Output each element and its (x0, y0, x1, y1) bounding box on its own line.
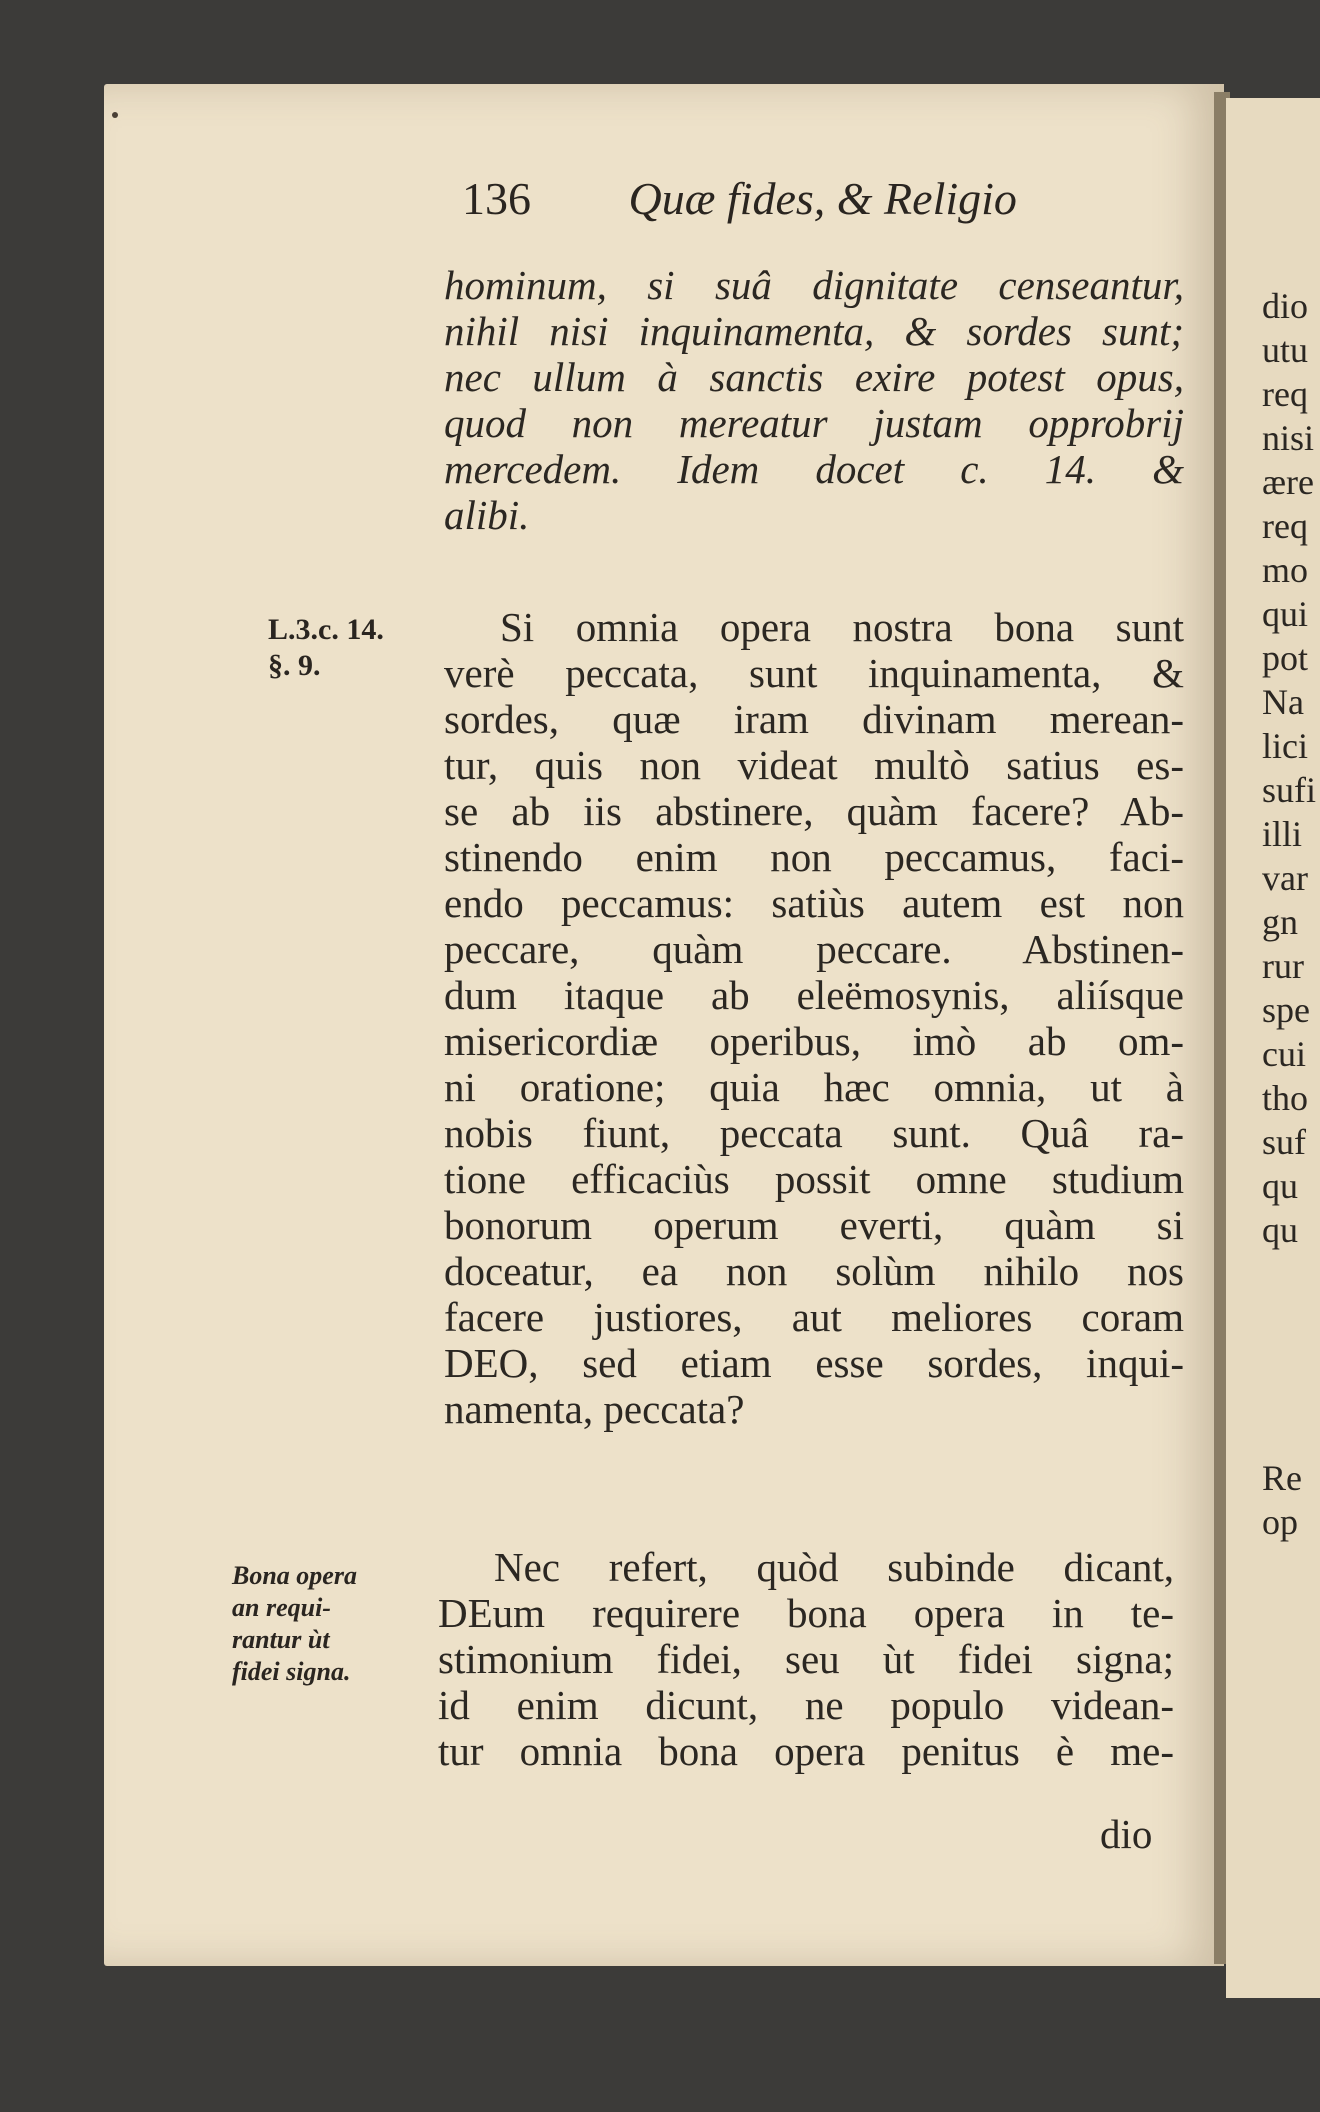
right-fragment: qu (1262, 1166, 1298, 1206)
running-header (462, 172, 1017, 225)
text-line: nec ullum à sanctis exire potest opus, (444, 354, 1184, 400)
text-line: hominum, si suâ dignitate censeantur, (444, 262, 1184, 308)
text-line: ni oratione; quia hæc omnia, ut à (444, 1064, 1184, 1110)
page-number: 136 (462, 173, 531, 224)
running-title: Quæ fides, & Religio (628, 173, 1017, 224)
text-line: mercedem. Idem docet c. 14. & (444, 446, 1184, 492)
text-line: doceatur, ea non solùm nihilo nos (444, 1248, 1184, 1294)
text-line: tur, quis non videat multò satius es- (444, 742, 1184, 788)
margin-note-topic (232, 1560, 357, 1688)
right-fragment: lici (1262, 726, 1308, 766)
text-line: se ab iis abstinere, quàm facere? Ab- (444, 788, 1184, 834)
right-fragment: op (1262, 1502, 1298, 1542)
right-fragment: var (1262, 858, 1308, 898)
text-line: sordes, quæ iram divinam merean- (444, 696, 1184, 742)
text-line: stimonium fidei, seu ùt fidei signa; (438, 1636, 1174, 1682)
margin-note-line: L.3.c. 14. (268, 613, 384, 646)
paragraph-0 (444, 262, 1184, 538)
text-line: endo peccamus: satiùs autem est non (444, 880, 1184, 926)
text-line: namenta, peccata? (444, 1386, 745, 1432)
right-fragment: sufi (1262, 770, 1316, 810)
paragraph-2 (438, 1544, 1174, 1774)
text-line: dum itaque ab eleëmosynis, aliísque (444, 972, 1184, 1018)
text-line: tur omnia bona opera penitus è me- (438, 1728, 1174, 1774)
right-fragment: gn (1262, 902, 1298, 942)
right-fragment: Re (1262, 1458, 1302, 1498)
page-speck (112, 112, 118, 118)
text-line: Nec refert, quòd subinde dicant, (494, 1544, 1174, 1590)
right-fragment: utu (1262, 330, 1309, 370)
text-line: stinendo enim non peccamus, faci- (444, 834, 1184, 880)
text-line: facere justiores, aut meliores coram (444, 1294, 1184, 1340)
text-line: nihil nisi inquinamenta, & sordes sunt; (444, 308, 1184, 354)
right-fragment: ære (1262, 462, 1314, 502)
text-line: alibi. (444, 492, 530, 538)
text-line: peccare, quàm peccare. Abstinen- (444, 926, 1184, 972)
right-fragment: qu (1262, 1210, 1298, 1250)
text-line: Si omnia opera nostra bona sunt (500, 604, 1184, 650)
right-fragment: pot (1262, 638, 1309, 678)
margin-note-line: Bona opera (232, 1561, 357, 1590)
right-fragment: req (1262, 506, 1308, 546)
right-fragment: Na (1262, 682, 1304, 722)
text-line: quod non mereatur justam opprobrij (444, 400, 1184, 446)
text-line: misericordiæ operibus, imò ab om- (444, 1018, 1184, 1064)
right-page-column-lower (1262, 1456, 1302, 1544)
margin-note-line: fidei signa. (232, 1657, 351, 1686)
right-fragment: qui (1262, 594, 1309, 634)
right-fragment: mo (1262, 550, 1309, 590)
text-line: id enim dicunt, ne populo videan- (438, 1682, 1174, 1728)
right-page-column (1262, 284, 1316, 1252)
margin-note-line: rantur ùt (232, 1625, 330, 1654)
right-fragment: suf (1262, 1122, 1306, 1162)
text-line: DEO, sed etiam esse sordes, inqui- (444, 1340, 1184, 1386)
right-fragment: tho (1262, 1078, 1309, 1118)
text-line: bonorum operum everti, quàm si (444, 1202, 1184, 1248)
margin-note-line: an requi- (232, 1593, 331, 1622)
catchword: dio (1100, 1811, 1153, 1857)
text-line: nobis fiunt, peccata sunt. Quâ ra- (444, 1110, 1184, 1156)
right-fragment: req (1262, 374, 1308, 414)
right-fragment: cui (1262, 1034, 1306, 1074)
text-line: DEum requirere bona opera in te- (438, 1590, 1174, 1636)
text-line: verè peccata, sunt inquinamenta, & (444, 650, 1184, 696)
right-fragment: spe (1262, 990, 1310, 1030)
paragraph-1 (444, 604, 1184, 1432)
right-fragment: rur (1262, 946, 1304, 986)
right-fragment: dio (1262, 286, 1309, 326)
right-fragment: illi (1262, 814, 1303, 854)
text-line: tione efficaciùs possit omne studium (444, 1156, 1184, 1202)
right-fragment: nisi (1262, 418, 1315, 458)
margin-note-reference (268, 612, 384, 684)
margin-note-line: §. 9. (268, 649, 321, 682)
